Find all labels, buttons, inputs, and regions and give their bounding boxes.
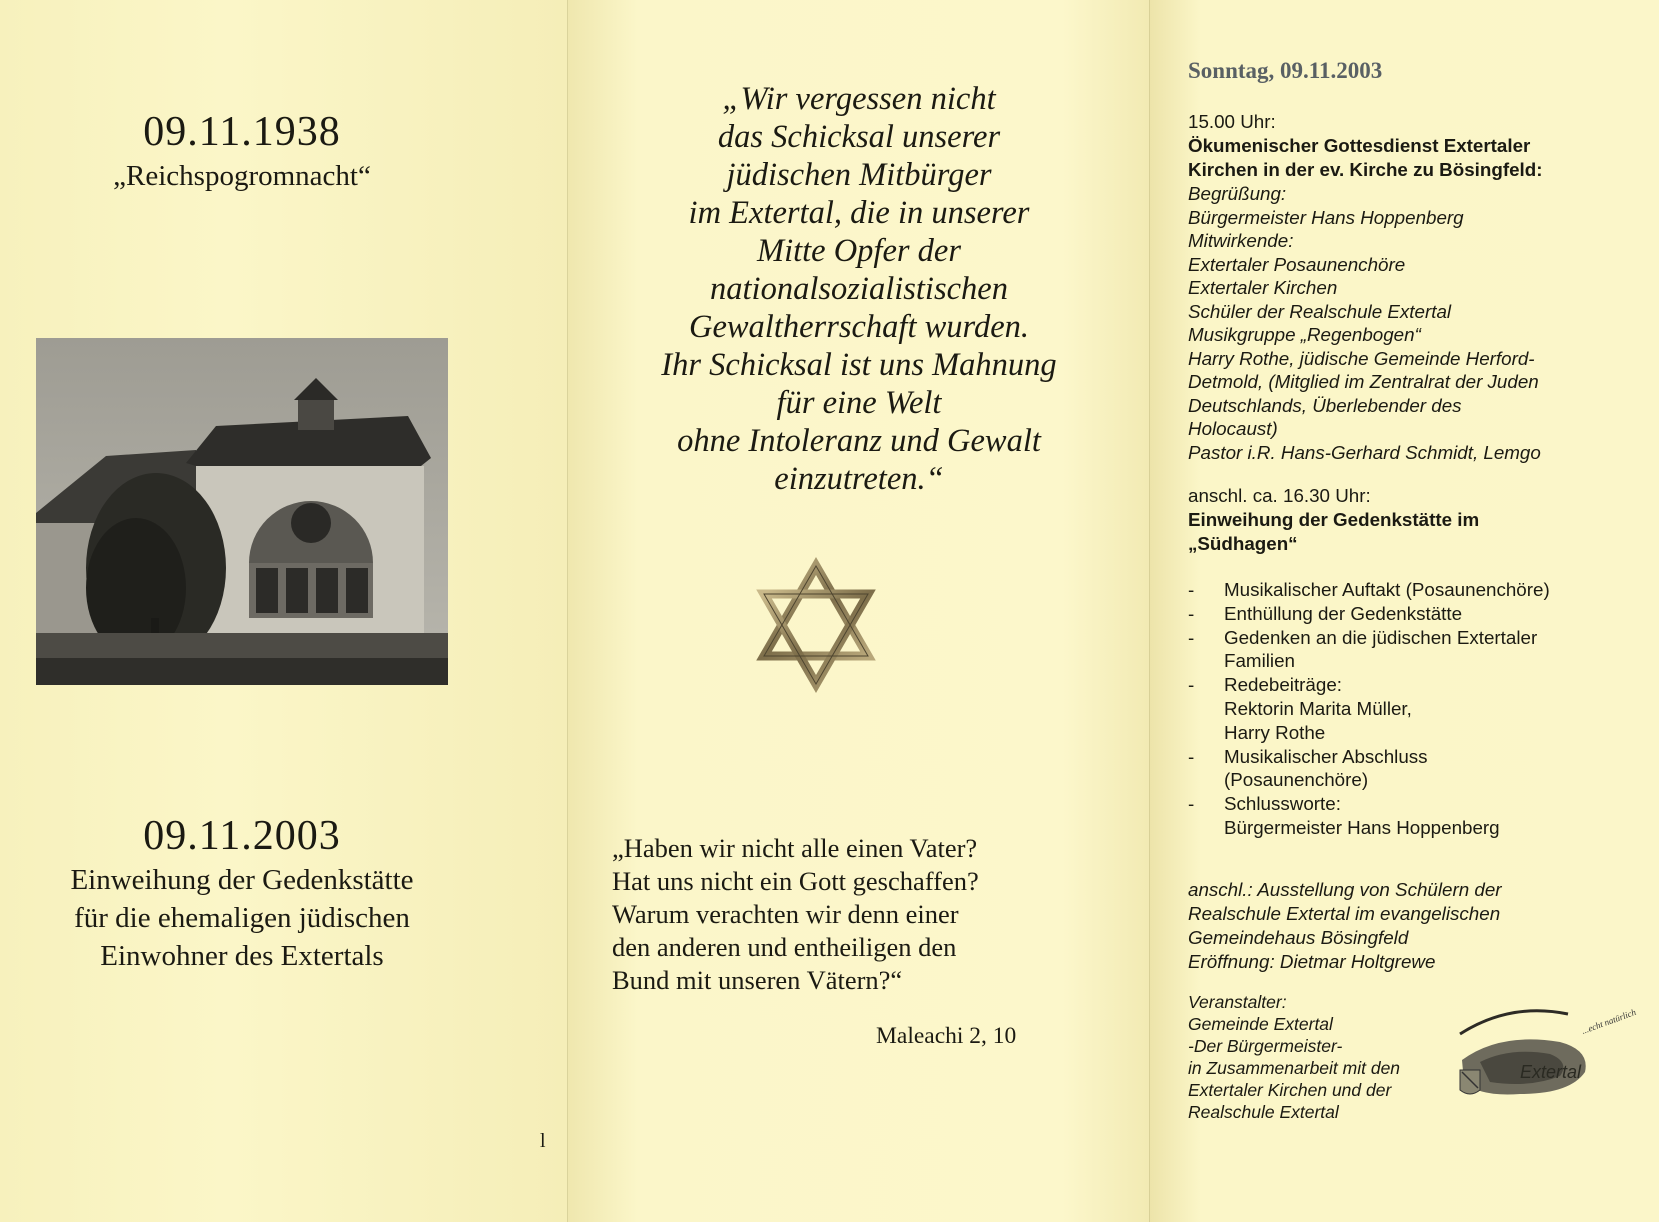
- list-marker: -: [1188, 793, 1195, 815]
- quote-line: für eine Welt: [776, 385, 942, 421]
- service-detail: Mitwirkende:: [1188, 230, 1294, 251]
- exhibition-line: anschl.: Ausstellung von Schülern der: [1188, 879, 1502, 900]
- list-item: [1188, 602, 1550, 626]
- date-1938: 09.11.1938: [143, 109, 341, 155]
- bible-line: Warum verachten wir denn einer: [612, 899, 959, 929]
- quote-line: einzutreten.“: [774, 461, 944, 497]
- exhibition-line: Realschule Extertal im evangelischen: [1188, 903, 1501, 924]
- list-item: [1188, 578, 1550, 602]
- list-item-text: (Posaunenchöre): [1224, 769, 1369, 791]
- right-panel: [1150, 0, 1659, 1222]
- service-title: Kirchen in der ev. Kirche zu Bösingfeld:: [1188, 159, 1543, 180]
- quote-line: nationalsozialistischen: [710, 271, 1008, 307]
- service-detail: Pastor i.R. Hans-Gerhard Schmidt, Lemgo: [1188, 441, 1541, 463]
- list-item-text: Gedenken an die jüdischen Extertaler: [1224, 626, 1538, 648]
- organizer-line: Veranstalter:: [1188, 992, 1287, 1012]
- synagogue-photo: [36, 338, 448, 685]
- subtitle-pogrom-night: „Reichspogromnacht“: [113, 160, 371, 192]
- organizer-line: in Zusammenarbeit mit den: [1188, 1058, 1401, 1078]
- list-item-text: Bürgermeister Hans Hoppenberg: [1224, 816, 1500, 838]
- quote-line: Ihr Schicksal ist uns Mahnung: [661, 347, 1057, 383]
- date-2003: 09.11.2003: [143, 813, 341, 859]
- bible-line: Bund mit unseren Vätern?“: [612, 965, 903, 995]
- program-heading: Sonntag, 09.11.2003: [1188, 58, 1383, 83]
- list-item-text: Enthüllung der Gedenkstätte: [1224, 602, 1463, 624]
- list-item-text: Harry Rothe: [1224, 721, 1326, 743]
- dedication-line-2: für die ehemaligen jüdischen: [74, 902, 410, 934]
- quote-line: jüdischen Mitbürger: [726, 157, 992, 193]
- list-marker: -: [1188, 626, 1195, 648]
- logo-slogan: ...echt natürlich: [1580, 1006, 1638, 1036]
- memorial-quote: [568, 80, 1150, 498]
- service-detail: Begrüßung:: [1188, 183, 1287, 204]
- bible-reference: Maleachi 2, 10: [876, 1023, 1017, 1049]
- bible-quote: [612, 832, 979, 997]
- bible-line: Hat uns nicht ein Gott geschaffen?: [612, 866, 979, 896]
- dedication-title: Einweihung der Gedenkstätte im: [1188, 509, 1480, 530]
- service-detail: Musikgruppe „Regenbogen“: [1188, 324, 1421, 345]
- dedication-line-3: Einwohner des Extertals: [100, 940, 384, 972]
- star-of-david-icon: [756, 560, 876, 695]
- logo-text: Extertal: [1520, 1062, 1582, 1082]
- list-item: [1188, 792, 1550, 840]
- list-marker: -: [1188, 602, 1195, 624]
- list-item-text: Rektorin Marita Müller,: [1224, 697, 1412, 719]
- service-detail: Schüler der Realschule Extertal: [1188, 300, 1452, 322]
- organizer-line: Extertaler Kirchen und der: [1188, 1080, 1392, 1100]
- bible-line: „Haben wir nicht alle einen Vater?: [612, 833, 978, 863]
- organizer-line: -Der Bürgermeister-: [1188, 1036, 1343, 1056]
- list-marker: -: [1188, 745, 1195, 767]
- list-item: [1188, 673, 1550, 744]
- extertal-logo: [1450, 1002, 1638, 1117]
- service-detail: Detmold, (Mitglied im Zentralrat der Juden: [1188, 371, 1539, 392]
- quote-line: Gewaltherrschaft wurden.: [688, 309, 1030, 345]
- quote-line: im Extertal, die in unserer: [688, 195, 1030, 231]
- page-number: l: [540, 1130, 546, 1152]
- quote-line: „Wir vergessen nicht: [722, 81, 996, 117]
- service-title: Ökumenischer Gottesdienst Extertaler: [1188, 135, 1531, 156]
- list-item: [1188, 745, 1550, 793]
- left-panel: [0, 0, 568, 1222]
- list-item: [1188, 626, 1550, 674]
- service-detail: Extertaler Posaunenchöre: [1188, 253, 1406, 275]
- service-detail: Holocaust): [1188, 418, 1278, 439]
- quote-line: das Schicksal unserer: [717, 119, 1001, 155]
- exhibition-line: Gemeindehaus Bösingfeld: [1188, 927, 1409, 948]
- service-time: 15.00 Uhr:: [1188, 111, 1276, 132]
- list-item-text: Musikalischer Abschluss: [1224, 745, 1428, 767]
- list-item-text: Familien: [1224, 650, 1295, 672]
- list-marker: -: [1188, 579, 1195, 600]
- dedication-time: anschl. ca. 16.30 Uhr:: [1188, 485, 1371, 506]
- organizer-line: Gemeinde Extertal: [1188, 1014, 1333, 1034]
- exhibition-line: Eröffnung: Dietmar Holtgrewe: [1188, 951, 1436, 972]
- list-marker: -: [1188, 674, 1195, 696]
- middle-panel: [568, 0, 1150, 1222]
- quote-line: Mitte Opfer der: [757, 233, 961, 269]
- service-detail: Harry Rothe, jüdische Gemeinde Herford-: [1188, 347, 1535, 369]
- service-detail: Deutschlands, Überlebender des: [1188, 394, 1462, 416]
- service-detail: Bürgermeister Hans Hoppenberg: [1188, 206, 1464, 228]
- bible-line: den anderen und entheiligen den: [612, 932, 957, 962]
- dedication-title: „Südhagen“: [1188, 533, 1298, 554]
- quote-line: ohne Intoleranz und Gewalt: [677, 423, 1041, 459]
- program-list: [1188, 578, 1550, 840]
- organizer-line: Realschule Extertal: [1188, 1102, 1339, 1122]
- list-item-text: Redebeiträge:: [1224, 674, 1342, 696]
- list-item-text: Musikalischer Auftakt (Posaunenchöre): [1224, 579, 1550, 600]
- service-detail: Extertaler Kirchen: [1188, 277, 1338, 298]
- list-item-text: Schlussworte:: [1224, 793, 1341, 815]
- dedication-line-1: Einweihung der Gedenkstätte: [70, 864, 414, 896]
